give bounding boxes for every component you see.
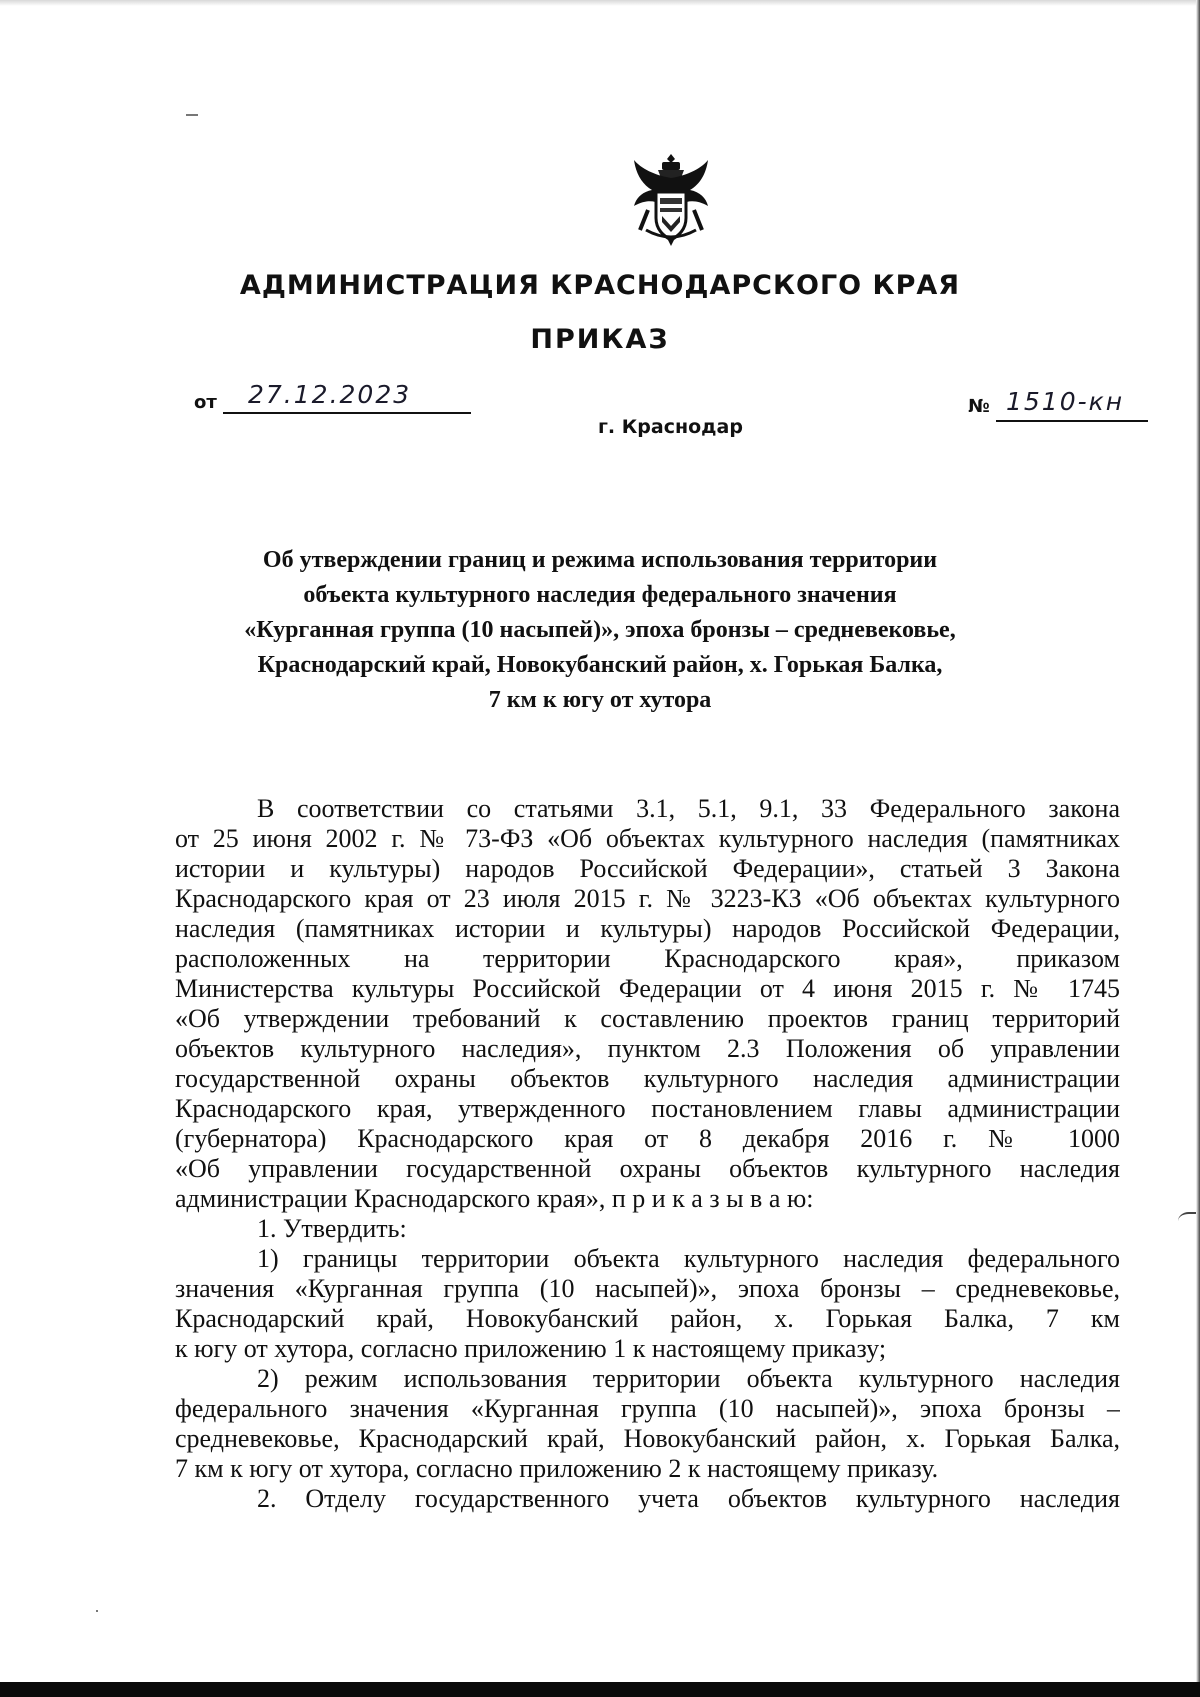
body-line: Краснодарского края от 23 июля 2015 г. № 3223-КЗ «Об объектах культурного xyxy=(175,884,1120,913)
title-line: 7 км к югу от хутора xyxy=(488,687,712,713)
body-line: значения «Курганная группа (10 насыпей)», эпоха бронзы – средневековье, xyxy=(175,1274,1120,1303)
body-line: истории и культуры) народов Российской Федерации», статьей 3 Закона xyxy=(175,854,1120,883)
body-line: к югу от хутора, согласно приложению 1 к настоящему приказу; xyxy=(175,1334,887,1363)
handwritten-number: 1510-кн xyxy=(1006,387,1125,416)
body-line: 2) режим использования территории объекта культурного наследия xyxy=(257,1364,1120,1393)
body-line: государственной охраны объектов культурного наследия администрации xyxy=(175,1064,1120,1093)
body-line: федерального значения «Курганная группа (10 насыпей)», эпоха бронзы – xyxy=(175,1394,1120,1423)
body-line: средневековье, Краснодарский край, Новокубанский район, х. Горькая Балка, xyxy=(175,1424,1120,1453)
body-line: 1. Утвердить: xyxy=(257,1214,407,1243)
number-prefix: № xyxy=(968,396,990,417)
city: г. Краснодар xyxy=(598,416,743,438)
body-line: Краснодарского края, утвержденного постановлением главы администрации xyxy=(175,1094,1120,1123)
body-line: (губернатора) Краснодарского края от 8 декабря 2016 г. № 1000 xyxy=(175,1124,1120,1153)
body-line: 2. Отделу государственного учета объектов культурного наследия xyxy=(257,1484,1120,1513)
handwritten-date: 27.12.2023 xyxy=(248,380,412,409)
scan-speck xyxy=(186,114,198,116)
scan-right-edge xyxy=(1196,0,1200,1697)
title-line: объекта культурного наследия федерального значения xyxy=(303,582,897,608)
body-line: 1) границы территории объекта культурного наследия федерального xyxy=(257,1244,1120,1273)
document-type: ПРИКАЗ xyxy=(530,324,670,355)
body-line: Краснодарский край, Новокубанский район, х. Горькая Балка, 7 км xyxy=(175,1304,1120,1333)
title-line: «Курганная группа (10 насыпей)», эпоха бронзы – средневековье, xyxy=(244,617,956,643)
title-line: Об утверждении границ и режима использования территории xyxy=(262,547,938,573)
scan-speck xyxy=(96,1610,98,1612)
body-line: 7 км к югу от хутора, согласно приложению 2 к настоящему приказу. xyxy=(175,1454,939,1483)
organization-name: АДМИНИСТРАЦИЯ КРАСНОДАРСКОГО КРАЯ xyxy=(239,270,961,301)
document-title xyxy=(200,543,1000,718)
body-line: объектов культурного наследия», пунктом 2.3 Положения об управлении xyxy=(175,1034,1120,1063)
body-line: В соответствии со статьями 3.1, 5.1, 9.1, 33 Федерального закона xyxy=(257,794,1120,823)
body-line: Министерства культуры Российской Федерации от 4 июня 2015 г. № 1745 xyxy=(175,974,1120,1003)
body-line: «Об утверждении требований к составлению проектов границ территорий xyxy=(175,1004,1120,1033)
scan-bottom-edge xyxy=(0,1682,1200,1697)
title-line: Краснодарский край, Новокубанский район, х. Горькая Балка, xyxy=(257,652,943,678)
body-line: администрации Краснодарского края», п р и к а з ы в а ю: xyxy=(175,1184,814,1213)
body-line: наследия (памятниках истории и культуры) народов Российской Федерации, xyxy=(175,914,1120,943)
body-line: «Об управлении государственной охраны объектов культурного наследия xyxy=(175,1154,1120,1183)
scan-top-edge xyxy=(0,0,1200,6)
body-line: от 25 июня 2002 г. № 73-ФЗ «Об объектах культурного наследия (памятниках xyxy=(175,824,1120,853)
krasnodar-coat-of-arms-icon xyxy=(628,152,714,248)
body-line: расположенных на территории Краснодарского края», приказом xyxy=(175,944,1120,973)
document-body xyxy=(175,794,1120,1514)
date-prefix: от xyxy=(194,392,217,413)
